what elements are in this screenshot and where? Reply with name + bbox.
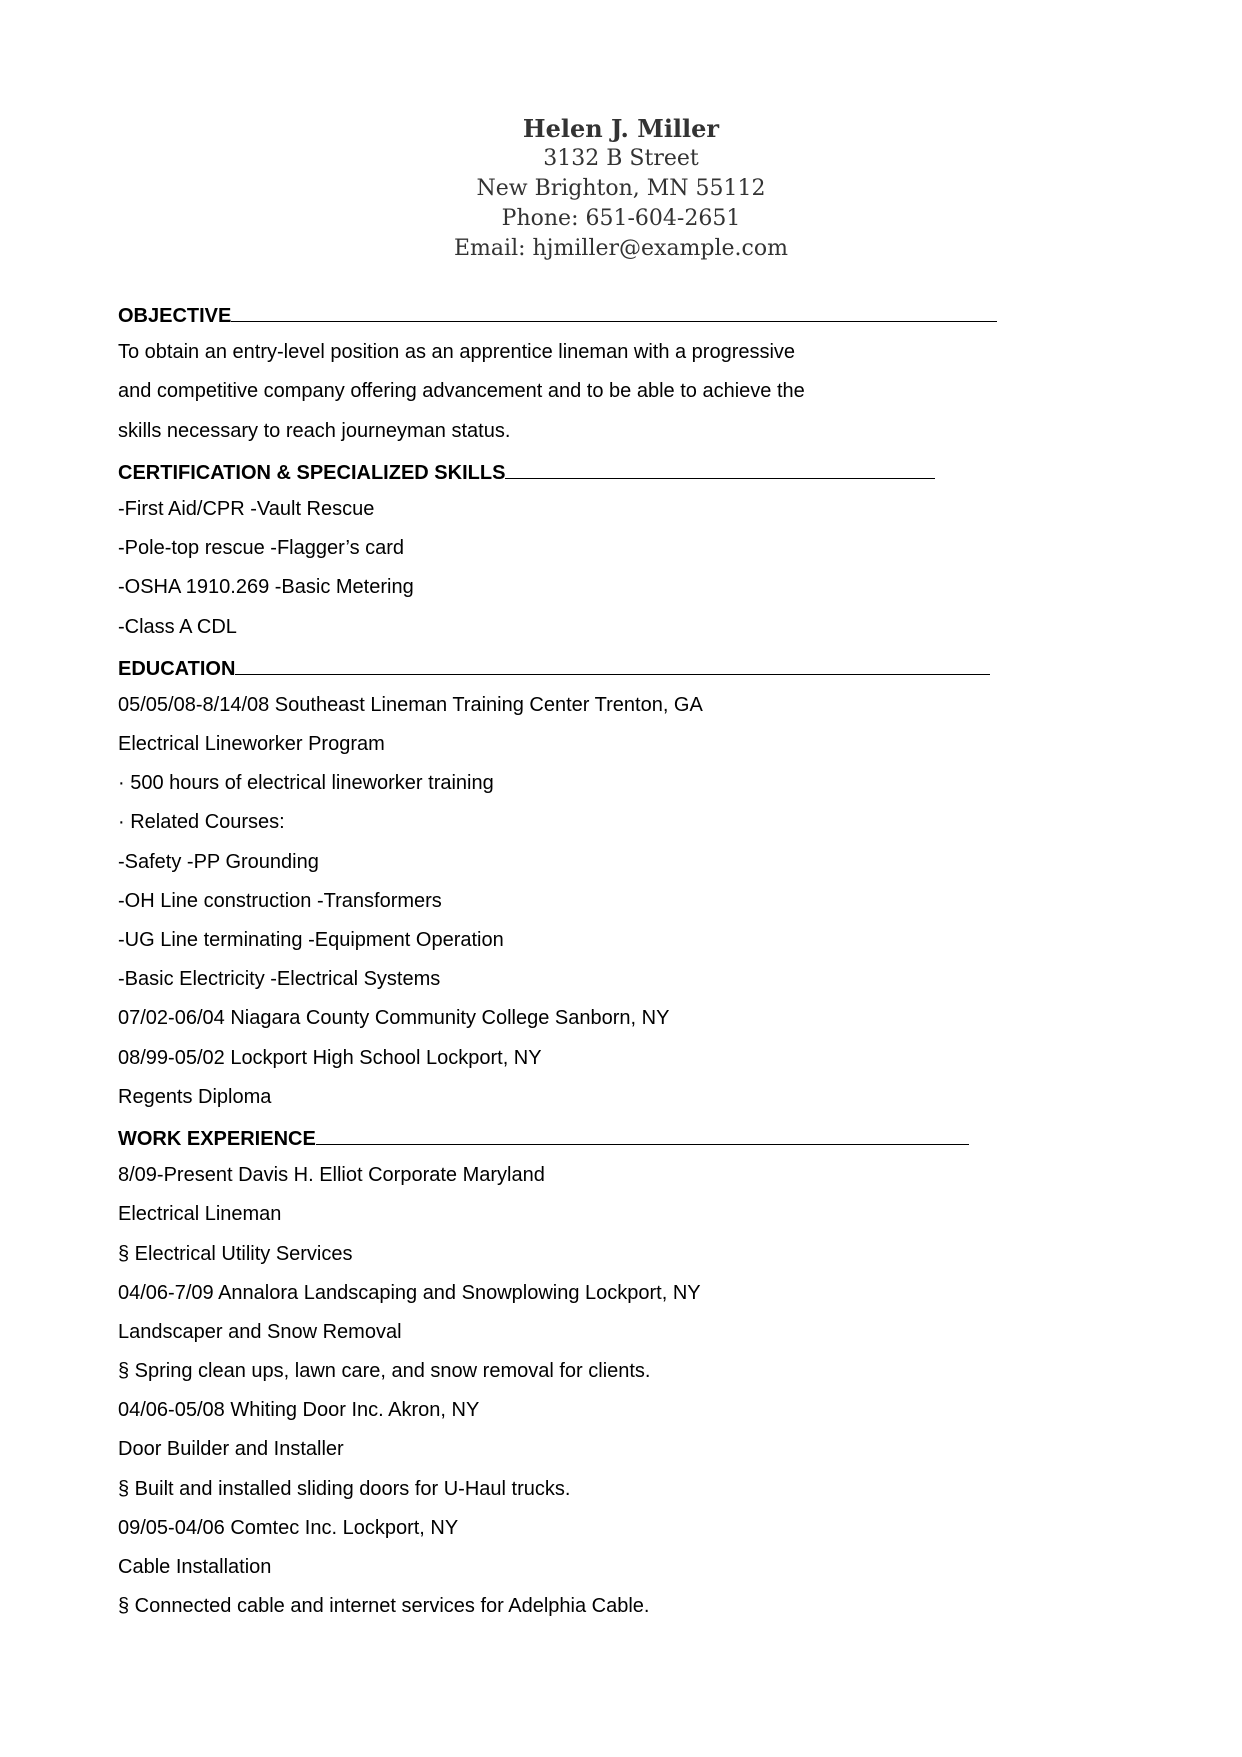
objective-line: and competitive company offering advancement and to be able to achieve the <box>118 380 805 403</box>
experience-line: 04/06-05/08 Whiting Door Inc. Akron, NY <box>118 1399 480 1422</box>
experience-line: 8/09-Present Davis H. Elliot Corporate Maryland <box>118 1164 545 1187</box>
experience-line: § Connected cable and internet services for Adelphia Cable. <box>118 1595 650 1618</box>
experience-line: Cable Installation <box>118 1556 272 1578</box>
heading-underline <box>235 647 990 675</box>
street-address: 3132 B Street <box>543 146 699 171</box>
experience-line: § Built and installed sliding doors for U-Haul trucks. <box>118 1477 571 1500</box>
applicant-name: Helen J. Miller <box>522 114 720 143</box>
heading-underline <box>316 1117 969 1145</box>
skill-line: -Pole-top rescue -Flagger’s card <box>118 537 405 560</box>
education-line: Regents Diploma <box>118 1085 272 1108</box>
objective-line: skills necessary to reach journeyman status. <box>118 419 511 442</box>
contact-header <box>0 114 1242 264</box>
section-title: WORK EXPERIENCE <box>118 1127 316 1150</box>
section-title: EDUCATION <box>118 657 236 680</box>
education-line: Electrical Lineworker Program <box>118 733 385 756</box>
email-address: Email: hjmiller@example.com <box>454 236 788 261</box>
experience-line: 04/06-7/09 Annalora Landscaping and Snowplowing Lockport, NY <box>118 1281 701 1304</box>
education-line: -Safety -PP Grounding <box>118 850 319 873</box>
education-line: 05/05/08-8/14/08 Southeast Lineman Training Center Trenton, GA <box>118 693 703 716</box>
skill-line: -Class A CDL <box>118 615 237 638</box>
skill-line: -OSHA 1910.269 -Basic Metering <box>118 576 414 599</box>
experience-line: Door Builder and Installer <box>118 1438 344 1461</box>
heading-underline <box>505 451 935 479</box>
skill-line: -First Aid/CPR -Vault Rescue <box>118 497 375 520</box>
section-heading-work-experience <box>118 1117 1128 1156</box>
education-line: · 500 hours of electrical lineworker training <box>118 772 494 795</box>
resume-body <box>118 294 1128 1626</box>
experience-line: Landscaper and Snow Removal <box>118 1320 402 1343</box>
section-heading-objective <box>118 294 1128 333</box>
experience-line: 09/05-04/06 Comtec Inc. Lockport, NY <box>118 1516 459 1539</box>
experience-line: Electrical Lineman <box>118 1203 282 1226</box>
city-state-zip: New Brighton, MN 55112 <box>476 176 766 201</box>
section-heading-skills <box>118 451 1128 490</box>
section-title: OBJECTIVE <box>118 305 232 327</box>
section-title: CERTIFICATION & SPECIALIZED SKILLS <box>118 461 506 484</box>
education-line: 08/99-05/02 Lockport High School Lockport, NY <box>118 1046 542 1069</box>
education-line: -UG Line terminating -Equipment Operation <box>118 929 504 951</box>
education-line: -Basic Electricity -Electrical Systems <box>118 968 441 991</box>
phone-number: Phone: 651-604-2651 <box>501 206 741 231</box>
objective-line: To obtain an entry-level position as an apprentice lineman with a progressive <box>118 341 796 364</box>
experience-line: § Spring clean ups, lawn care, and snow removal for clients. <box>118 1360 651 1383</box>
education-line: 07/02-06/04 Niagara County Community College Sanborn, NY <box>118 1007 670 1030</box>
heading-underline <box>231 294 997 322</box>
section-heading-education <box>118 647 1128 686</box>
education-line: -OH Line construction -Transformers <box>118 889 442 912</box>
experience-line: § Electrical Utility Services <box>118 1242 353 1265</box>
education-line: · Related Courses: <box>118 811 285 834</box>
